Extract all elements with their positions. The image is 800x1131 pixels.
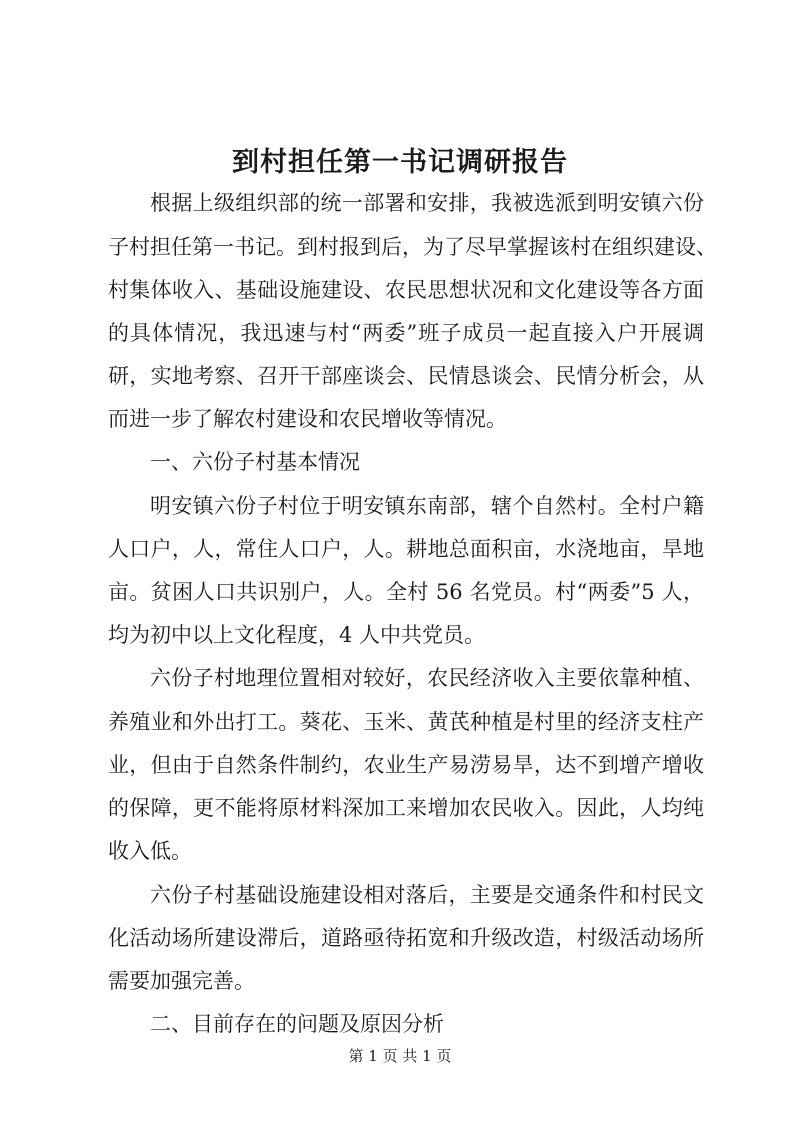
paragraph-line: 业，但由于自然条件制约，农业生产易涝易旱，达不到增产增收: [108, 753, 704, 777]
paragraph-line: 亩。贫困人口共识别户，人。全村 56 名党员。村“两委”5 人，: [108, 580, 704, 604]
page-footer: 第 1 页 共 1 页: [348, 1047, 452, 1065]
paragraph-line: 的具体情况，我迅速与村“两委”班子成员一起直接入户开展调: [108, 321, 704, 345]
paragraph-line: 六份子村地理位置相对较好，农民经济收入主要依靠种植、: [150, 666, 704, 690]
paragraph-line: 村集体收入、基础设施建设、农民思想状况和文化建设等各方面: [108, 278, 704, 302]
paragraph-line: 化活动场所建设滞后，道路亟待拓宽和升级改造，村级活动场所: [108, 926, 704, 950]
paragraph-line: 六份子村基础设施建设相对落后，主要是交通条件和村民文: [150, 883, 704, 907]
paragraph-line: 根据上级组织部的统一部署和安排，我被选派到明安镇六份: [150, 191, 704, 215]
paragraph-line: 人口户，人，常住人口户，人。耕地总面积亩，水浇地亩，旱地: [108, 537, 704, 561]
paragraph-line: 明安镇六份子村位于明安镇东南部，辖个自然村。全村户籍: [150, 494, 704, 518]
paragraph-line: 需要加强完善。: [108, 969, 255, 993]
paragraph-line: 养殖业和外出打工。葵花、玉米、黄芪种植是村里的经济支柱产: [108, 710, 704, 734]
section-heading: 二、目前存在的问题及原因分析: [150, 1012, 444, 1036]
paragraph-line: 收入低。: [108, 839, 192, 863]
paragraph-line: 均为初中以上文化程度，4 人中共党员。: [108, 623, 486, 647]
section-heading: 一、六份子村基本情况: [150, 450, 360, 474]
paragraph-line: 而进一步了解农村建设和农民增收等情况。: [108, 407, 507, 431]
document-title: 到村担任第一书记调研报告: [232, 147, 568, 178]
paragraph-line: 的保障，更不能将原材料深加工来增加农民收入。因此，人均纯: [108, 796, 704, 820]
paragraph-line: 研，实地考察、召开干部座谈会、民情恳谈会、民情分析会，从: [108, 364, 704, 388]
paragraph-line: 子村担任第一书记。到村报到后，为了尽早掌握该村在组织建设、: [108, 235, 717, 259]
